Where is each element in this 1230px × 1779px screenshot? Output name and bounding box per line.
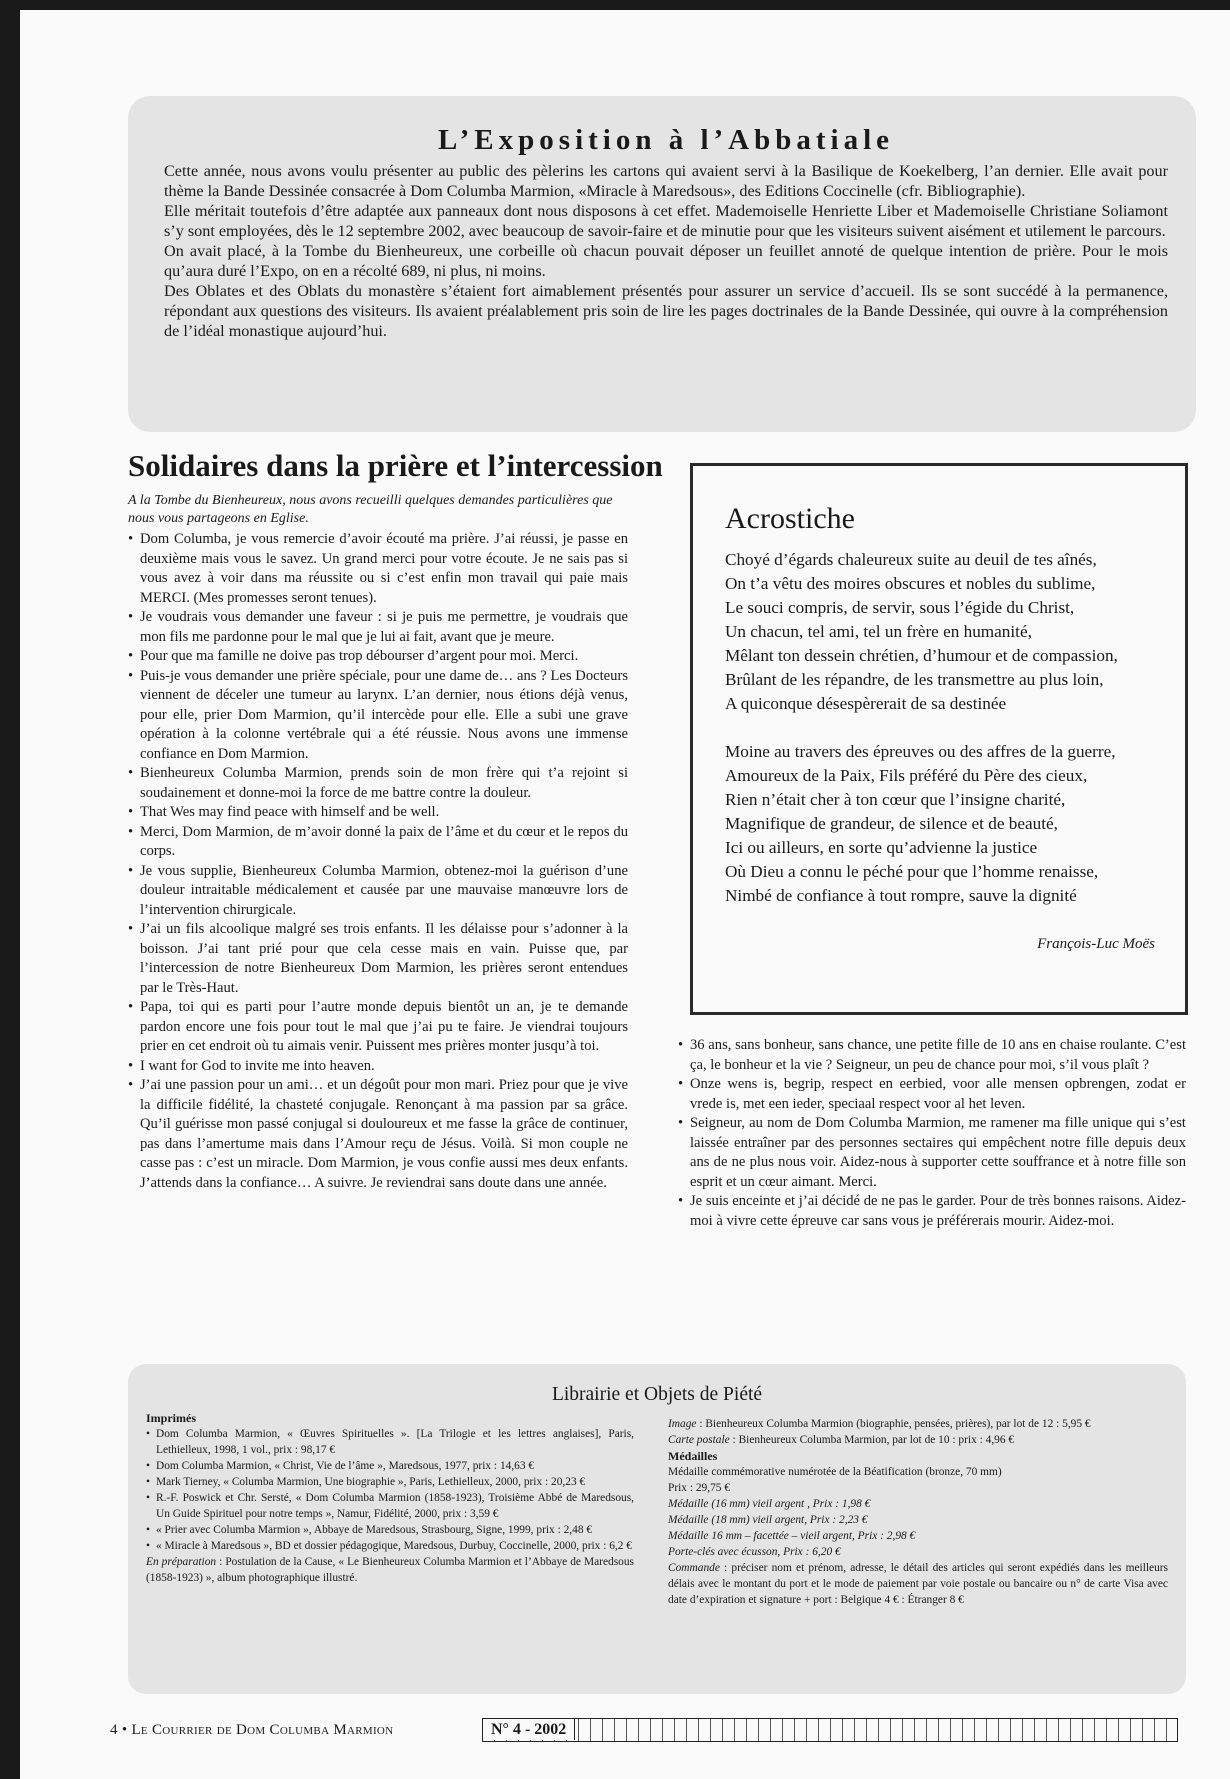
solidaires-section [128,448,663,1193]
preparation-label: En préparation [146,1556,217,1568]
list-item: • I want for God to invite me into heaven. [128,1057,628,1077]
exposition-paragraph: Cette année, nous avons voulu présenter au public des pèlerins les cartons qui avaient servi à la Basilique de Koekelberg, l’an dernier. Elle avait pour thème la Bande Dessinée consacrée à Dom Columba Marmion, «Miracle à Maredsous», des Editions Coccinelle (cfr. Bibliographie). [164,162,1168,200]
list-item: • Dom Columba Marmion, « Œuvres Spirituelles ». [La Trilogie et les lettres anglaises], Paris, Lethielleux, 1998, 1 vol., prix : 98,17 € [146,1426,634,1458]
image-entry [668,1416,1168,1432]
medaille-item: Médaille (16 mm) vieil argent , Prix : 1,98 € [668,1498,871,1510]
poem-line: Le souci compris, de servir, sous l’égide du Christ, [725,598,1075,617]
list-item: • Papa, toi qui es parti pour l’autre monde depuis bientôt un an, je te demande pardon encore une fois pour tout le mal que j’ai pu te faire. Je viendrai toujours prier en cet endroit où tu aimais venir. Puissent mes prières monter jusqu’à toi. [128,998,628,1057]
exposition-title: L’Exposition à l’Abbatiale [437,124,895,156]
acrostiche-box [690,463,1188,1015]
solidaires-title: Solidaires dans la prière et l’intercession [128,448,663,483]
issue-bar [482,1718,1178,1742]
carte-text: : Bienheureux Columba Marmion, par lot de 10 : prix : 4,96 € [729,1434,1015,1446]
poem-line: Nimbé de confiance à tout rompre, sauve la dignité [725,886,1077,905]
commande-label: Commande [668,1562,720,1574]
poem-line: Magnifique de grandeur, de silence et de beauté, [725,814,1058,833]
medaille-item: Médaille 16 mm – facettée – vieil argent, Prix : 2,98 € [668,1530,916,1542]
solidaires-intro: A la Tombe du Bienheureux, nous avons recueilli quelques demandes particulières que nous vous partageons en Eglise. [128,493,613,526]
list-item: • « Miracle à Maredsous », BD et dossier pédagogique, Maredsous, Durbuy, Coccinelle, 2000, prix : 6,2 € [146,1538,634,1554]
solidaires-continued [678,1036,1186,1231]
poem-line: Amoureux de la Paix, Fils préféré du Père des cieux, [725,766,1088,785]
list-item: • Pour que ma famille ne doive pas trop débourser d’argent pour moi. Merci. [128,647,628,667]
commande-text: : préciser nom et prénom, adresse, le détail des articles qui seront expédiés dans les meilleurs délais avec le montant du port et le mode de paiement par voie postale ou bancaire ou n° de carte Visa avec date d’expiration et signature + port : Belgique 4 € : Étranger 8 € [668,1562,1168,1606]
list-item: • J’ai un fils alcoolique malgré ses trois enfants. Il les délaisse pour s’adonner à la boisson. J’ai tant prié pour que cela cesse mais en vain. Puisse que, par l’intercession de notre Bienheureux Dom Marmion, les prières seront entendues par le Très-Haut. [128,920,628,998]
librairie-box [128,1364,1186,1694]
imprimes-label: Imprimés [146,1411,196,1425]
poem-author: François-Luc Moës [1037,936,1155,952]
exposition-paragraph: On avait placé, à la Tombe du Bienheureux, une corbeille où chacun pouvait déposer un feuillet annoté de quelque intention de prière. Pour le mois qu’aura duré l’Expo, on en a récolté 689, ni plus, ni moins. [164,242,1168,280]
list-item: • Dom Columba Marmion, « Christ, Vie de l’âme », Maredsous, 1977, prix : 14,63 € [146,1458,634,1474]
librairie-col-left [146,1410,634,1608]
stanza-gap [725,716,1155,740]
list-item: • Je suis enceinte et j’ai décidé de ne pas le garder. Pour de très bonnes raisons. Aidez-moi à vivre cette épreuve car sans vous je préférerais mourir. Aidez-moi. [678,1192,1186,1231]
issue-number: N° 4 - 2002 [483,1719,575,1740]
list-item: • J’ai une passion pour un ami… et un dégoût pour mon mari. Priez pour que je vive la difficile fidélité, la chasteté conjugale. Renonçant à ma passion par sa grâce. Qu’il guérisse mon passé conjugal si douloureux et me fasse la grâce de continuer, pas dans l’amertume mais dans l’Amour reçu de Jésus. Voilà. Si mon couple ne casse pas : c’est un miracle. Dom Marmion, je vous confie aussi mes deux enfants. J’attends dans la confiance… A suivre. Je reviendrai sans doute dans une année. [128,1076,628,1193]
librairie-col-right [668,1410,1168,1608]
poem-line: Choyé d’égards chaleureux suite au deuil de tes aînés, [725,550,1097,569]
poem-line: Moine au travers des épreuves ou des affres de la guerre, [725,742,1116,761]
list-item: • That Wes may find peace with himself and be well. [128,803,628,823]
list-item: • R.-F. Poswick et Chr. Sersté, « Dom Columba Marmion (1858-1923), Troisième Abbé de Maredsous, Un Guide Spirituel pour notre temps », Namur, Fidélité, 2000, prix : 3,59 € [146,1490,634,1522]
poem-line: A quiconque désespèrerait de sa destinée [725,694,1007,713]
poem-line: Un chacun, tel ami, tel un frère en humanité, [725,622,1032,641]
carte-label: Carte postale [668,1434,730,1446]
acrostiche-title: Acrostiche [725,502,855,535]
exposition-paragraph: Des Oblates et des Oblats du monastère s’étaient fort aimablement présentés pour assurer un service d’accueil. Ils se sont succédé à la permanence, répondant aux questions des visiteurs. Ils avaient préalablement pris soin de lire les pages doctrinales de la Bande Dessinée, qui ouvre à la compréhension de l’idéal monastique aujourd’hui. [164,282,1168,340]
carte-entry [668,1432,1168,1448]
list-item: • Puis-je vous demander une prière spéciale, pour une dame de… ans ? Les Docteurs viennent de déceler une tumeur au larynx. L’an dernier, nous étions déjà venus, pour elle, prier Dom Marmion, qu’il intercède pour elle. Elle a subi une grave opération à la colonne vertébrale qui a été réussie. Nous avons une immense confiance en Dom Marmion. [128,667,628,765]
image-label: Image [668,1418,697,1430]
poem-line: Brûlant de les répandre, de les transmettre au plus loin, [725,670,1104,689]
list-item: • Dom Columba, je vous remercie d’avoir écouté ma prière. J’ai réussi, je passe en deuxième mais vous le savez. Un grand merci pour votre écoute. Je ne sais pas si vous avez à voir dans ma réussite ou si c’est enfin mon travail qui paie mais MERCI. (Mes promesses seront tenues). [128,530,628,608]
request-list [128,530,628,1193]
medaille-comm: Médaille commémorative numérotée de la Béatification (bronze, 70 mm) [668,1466,1002,1478]
librairie-columns [146,1410,1168,1608]
list-item: • Seigneur, au nom de Dom Columba Marmion, me ramener ma fille unique qui s’est laissée entraîner par des personnes sectaires qui empêchent notre fille depuis deux ans de ne plus nous voir. Aidez-nous à supporter cette souffrance et à notre fille son esprit et un cœur aimant. Merci. [678,1114,1186,1192]
list-item: • Merci, Dom Marmion, de m’avoir donné la paix de l’âme et du cœur et le repos du corps. [128,823,628,862]
medaille-comm-prix: Prix : 29,75 € [668,1482,731,1494]
list-item: • Je voudrais vous demander une faveur : si je puis me permettre, je voudrais que mon fils me pardonne pour le mal que je lui ai fait, avant que je meure. [128,608,628,647]
list-item: • Je vous supplie, Bienheureux Columba Marmion, obtenez-moi la guérison d’une douleur intraitable médicalement et causée par une mauvaise manœuvre lors de l’intervention chirurgicale. [128,862,628,921]
medaille-item: Porte-clés avec écusson, Prix : 6,20 € [668,1546,841,1558]
poem-line: Mêlant ton dessein chrétien, d’humour et de compassion, [725,646,1118,665]
poem-line: Où Dieu a connu le péché pour que l’homme renaisse, [725,862,1099,881]
image-text: : Bienheureux Columba Marmion (biographie, pensées, prières), par lot de 12 : 5,95 € [696,1418,1091,1430]
poem-line: Rien n’était cher à ton cœur que l’insigne charité, [725,790,1066,809]
preparation-entry [146,1554,634,1586]
medaille-item: Médaille (18 mm) vieil argent, Prix : 2,23 € [668,1514,868,1526]
list-item: • 36 ans, sans bonheur, sans chance, une petite fille de 10 ans en chaise roulante. C’est ça, le bonheur et la vie ? Seigneur, un peu de chance pour moi, s’il vous plaît ? [678,1036,1186,1075]
preparation-text: : Postulation de la Cause, « Le Bienheureux Columba Marmion et l’Abbaye de Maredsous (1858-1923) », album photographique illustré. [146,1556,634,1584]
librairie-title: Librairie et Objets de Piété [551,1384,763,1405]
medailles-label: Médailles [668,1449,718,1463]
exposition-box [128,96,1196,432]
list-item: • « Prier avec Columba Marmion », Abbaye de Maredsous, Strasbourg, Signe, 1999, prix : 2,48 € [146,1522,634,1538]
list-item: • Mark Tierney, « Columba Marmion, Une biographie », Paris, Lethielleux, 2000, prix : 20,23 € [146,1474,634,1490]
commande-entry [668,1560,1168,1608]
footer-page-label: 4 • Le Courrier de Dom Columba Marmion [110,1722,394,1738]
request-list-right [678,1036,1186,1231]
list-item: • Onze wens is, begrip, respect en eerbied, voor alle mensen opbrengen, zodat er vrede is, met een ieder, speciaal respect voor al het leven. [678,1075,1186,1114]
list-item: • Bienheureux Columba Marmion, prends soin de mon frère qui t’a rejoint si soudainement et donne-moi la force de me battre contre la douleur. [128,764,628,803]
exposition-paragraph: Elle méritait toutefois d’être adaptée aux panneaux dont nous disposons à cet effet. Mademoiselle Henriette Liber et Mademoiselle Christiane Soliamont s’y sont employées, dès le 12 septembre 2002, avec beaucoup de savoir-faire et de minutie pour que les visiteurs suivent aisément et utilement le parcours. [164,202,1168,240]
poem-line: Ici ou ailleurs, en sorte qu’advienne la justice [725,838,1038,857]
poem-line: On t’a vêtu des moires obscures et nobles du sublime, [725,574,1096,593]
imprimes-list [146,1426,634,1554]
